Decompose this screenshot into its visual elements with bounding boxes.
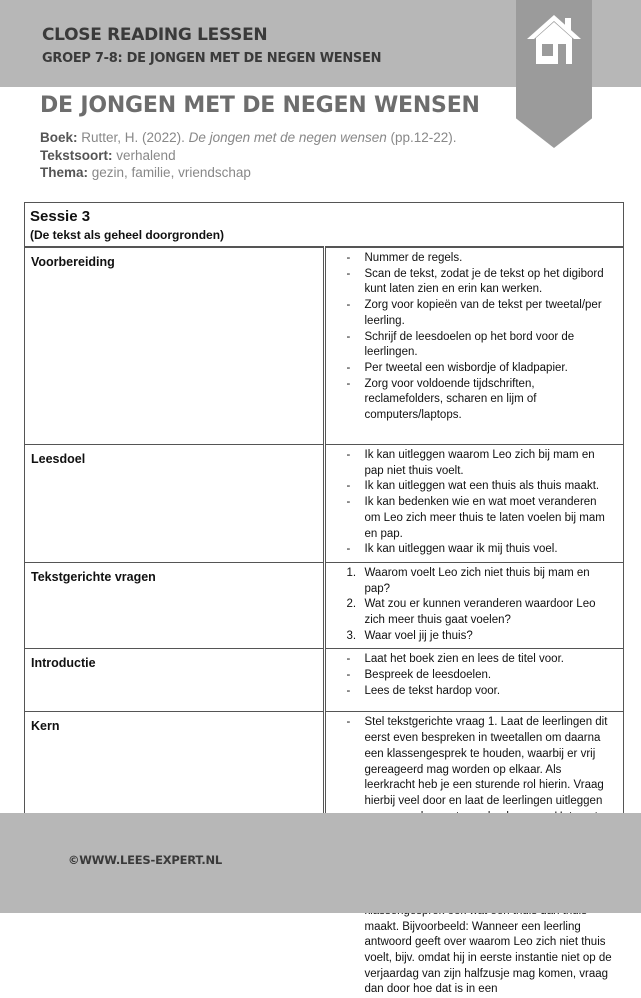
document-title: DE JONGEN MET DE NEGEN WENSEN (40, 93, 480, 118)
row-label-introductie: Introductie (25, 649, 325, 712)
list-item (332, 652, 616, 668)
table-row (25, 247, 624, 445)
book-author: Rutter, H. (2022). (81, 130, 185, 145)
bullet-marker: - (346, 653, 351, 666)
list-item-text: Wat zou er kunnen veranderen waardoor Leo zich meer thuis gaat voelen? (364, 598, 596, 627)
book-label: Boek: (40, 130, 78, 145)
series-subtitle: GROEP 7-8: DE JONGEN MET DE NEGEN WENSEN (42, 51, 382, 66)
list-item-text: Schrijf de leesdoelen op het bord voor de leerlingen. (364, 330, 575, 359)
bullet-marker: - (346, 361, 351, 374)
bullet-marker: - (346, 669, 351, 682)
list-item (332, 479, 616, 495)
list-item-text: Zorg voor voldoende tijdschriften, reclamefolders, scharen en lijm of computers/laptops. (364, 377, 537, 422)
theme (40, 165, 251, 180)
text-type-label: Tekstsoort: (40, 148, 113, 163)
home-icon (525, 12, 583, 66)
list-item (332, 597, 616, 628)
list-item (332, 267, 616, 298)
list-item-text: Ik kan uitleggen wat een thuis als thuis maakt. (364, 480, 600, 493)
list-item (332, 377, 616, 424)
row-label-voorbereiding: Voorbereiding (25, 247, 325, 445)
list-item-text: Waar voel jij je thuis? (364, 629, 473, 642)
list-item (332, 448, 616, 479)
session-subtitle: (De tekst als geheel doorgronden) (30, 228, 225, 242)
list-item-text: Bespreek de leesdoelen. (364, 669, 492, 682)
bullet-marker: - (346, 480, 351, 493)
list-item-text: Waarom voelt Leo zich niet thuis bij mam en pap? (364, 566, 590, 595)
bullet-marker: - (346, 496, 351, 509)
theme-value: gezin, familie, vriendschap (91, 165, 251, 180)
theme-label: Thema: (40, 165, 89, 180)
bullet-marker: - (346, 543, 351, 556)
text-type (40, 148, 176, 163)
list-item-text: Ik kan uitleggen waarom Leo zich bij mam en pap niet thuis voelt. (364, 449, 595, 477)
list-item (332, 330, 616, 361)
list-item (332, 298, 616, 329)
list-item (332, 495, 616, 542)
list-item (332, 668, 616, 684)
footer-copyright: ©WWW.LEES-EXPERT.NL (68, 853, 223, 867)
list-item (332, 629, 616, 645)
list-item (332, 542, 616, 558)
bullet-marker: - (346, 684, 351, 697)
bullet-marker: - (346, 377, 351, 390)
row-content-leesdoel (324, 445, 624, 563)
session-header (25, 203, 624, 248)
list-item-text: Per tweetal een wisbordje of kladpapier. (364, 361, 568, 374)
list-item-text: Nummer de regels. (364, 252, 463, 264)
kern-paragraph: Stel tekstgerichte vraag 1. Laat de leerlingen dit eerst even bespreken in tweetallen om daarna een klassengesprek te houden, waarbij er vrij gereageerd mag worden op elkaar. Als leerkracht heb je een sturende rol hierin. Vraag hierbij veel door en laat de leerlingen uitleggen maakt. Bijvoorbeeld: Wanneer een leerling antwoord geeft over waarom Leo zich niet thuis voelt, bijv. omdat hij in eerste instantie niet op de verjaardag van zijn halfzusje mag komen, vraag dan door hoe dat is in een (364, 716, 612, 996)
list-item-text: Zorg voor kopieën van de tekst per tweetal/per leerling. (364, 299, 602, 327)
bullet-marker: - (346, 267, 351, 280)
book-pages: (pp.12-22). (390, 130, 457, 145)
list-item (332, 251, 616, 267)
row-label-kern: Kern (25, 712, 325, 899)
bullet-marker: - (346, 449, 351, 461)
row-content-tekstgerichte-vragen (324, 562, 624, 649)
number-marker: 2. (346, 598, 357, 611)
text-type-value: verhalend (116, 148, 176, 163)
table-row (25, 562, 624, 649)
book-reference (40, 130, 457, 145)
list-item-text: Ik kan bedenken wie en wat moet veranderen om Leo zich meer thuis te laten voelen bij mam en pap. (364, 496, 605, 540)
row-content-introductie (324, 649, 624, 712)
bullet-marker: - (346, 252, 351, 264)
list-item-text: Lees de tekst hardop voor. (364, 684, 501, 697)
bullet-marker: - (346, 299, 351, 312)
row-label-leesdoel: Leesdoel (25, 445, 325, 563)
list-item-text: Laat het boek zien en lees de titel voor. (364, 653, 564, 666)
row-content-voorbereiding (324, 247, 624, 445)
number-marker: 1. (346, 566, 357, 579)
session-title: Sessie 3 (30, 208, 91, 225)
list-item-text: Scan de tekst, zodat je de tekst op het digibord kunt laten zien en erin kan werken. (364, 267, 604, 296)
table-row (25, 445, 624, 563)
bullet-marker: - (346, 330, 351, 343)
list-item-text: Ik kan uitleggen waar ik mij thuis voel. (364, 543, 558, 556)
series-title: CLOSE READING LESSEN (42, 25, 268, 45)
list-item (332, 566, 616, 597)
book-title: De jongen met de negen wensen (188, 130, 387, 145)
bullet-marker: - (346, 716, 351, 729)
lesson-table (24, 202, 624, 996)
home-button[interactable] (516, 0, 592, 148)
row-label-tekstgerichte-vragen: Tekstgerichte vragen (25, 562, 325, 649)
number-marker: 3. (346, 629, 357, 642)
list-item (332, 361, 616, 377)
table-row (25, 649, 624, 712)
list-item (332, 684, 616, 700)
